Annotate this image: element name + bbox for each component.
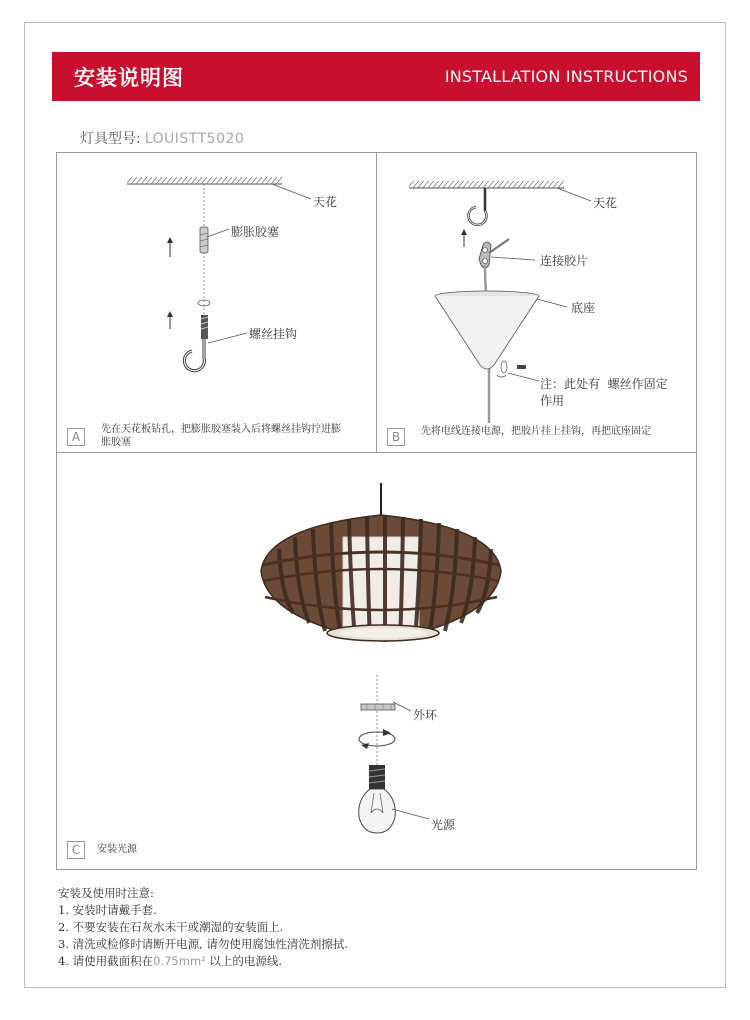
label-base: 底座 [571,301,596,315]
ceiling-hatch-b [409,181,591,201]
connector-icon [479,239,535,268]
note-item-4: 4. 请使用截面积在0.75mm² 以上的电源线. [58,954,283,968]
step-letter-a: A [67,428,85,446]
arrow-up-icon [167,237,173,329]
label-note-line1: 注：此处有 螺丝作固定 [540,377,668,391]
step-b-text: 先将电线连接电源，把胶片挂上挂钩，再把底座固定 [421,426,651,437]
hook-icon [184,315,247,371]
note-item-3: 3. 清洗或检修时请断开电源, 请勿使用腐蚀性清洗剂擦拭. [58,937,349,951]
label-connector: 连接胶片 [540,254,589,268]
header-banner [52,52,700,101]
step-letter-c: C [67,841,85,859]
pendant-lamp-icon [261,515,501,642]
model-number [80,128,244,148]
note-item-1: 1. 安装时请戴手套. [58,903,157,917]
step-letter-b: B [387,428,405,446]
step-a-panel [56,152,377,453]
step-a-text: 先在天花板钻孔，把膨胀胶塞装入后将螺丝挂钩拧进膨 胀胶塞 [101,424,341,448]
step-b-panel [376,152,697,453]
ceiling-hook-icon [468,188,486,225]
title-en: INSTALLATION INSTRUCTIONS [444,67,688,86]
label-anchor: 膨胀胶塞 [231,225,280,239]
label-hook: 螺丝挂钩 [249,327,298,341]
step-c-text: 安装光源 [97,844,137,855]
fixing-screw-icon [497,361,539,381]
step-c-panel [56,452,697,870]
light-bulb-icon [359,765,429,833]
anchor-icon [200,227,229,253]
notes-title: 安装及使用时注意: [58,886,154,900]
label-ceiling-a: 天花 [313,195,338,209]
arrow-up-icon-b [461,229,467,247]
outer-ring-icon [361,702,411,711]
ceiling-hatch-a [127,177,311,199]
step-c-illustration [57,453,698,871]
usage-notes [58,885,348,970]
label-note-line2: 作用 [540,394,565,408]
label-outer-ring: 外环 [413,708,438,722]
note-item-2: 2. 不要安装在石灰水未干或潮湿的安装面上. [58,920,284,934]
title-cn: 安装说明图 [74,66,184,90]
model-label: 灯具型号: [80,131,141,147]
step-b-illustration [377,153,698,454]
label-bulb: 光源 [431,818,456,832]
label-ceiling-b: 天花 [593,196,618,210]
model-value: LOUISTT5020 [144,131,245,147]
canopy-base [435,291,567,369]
